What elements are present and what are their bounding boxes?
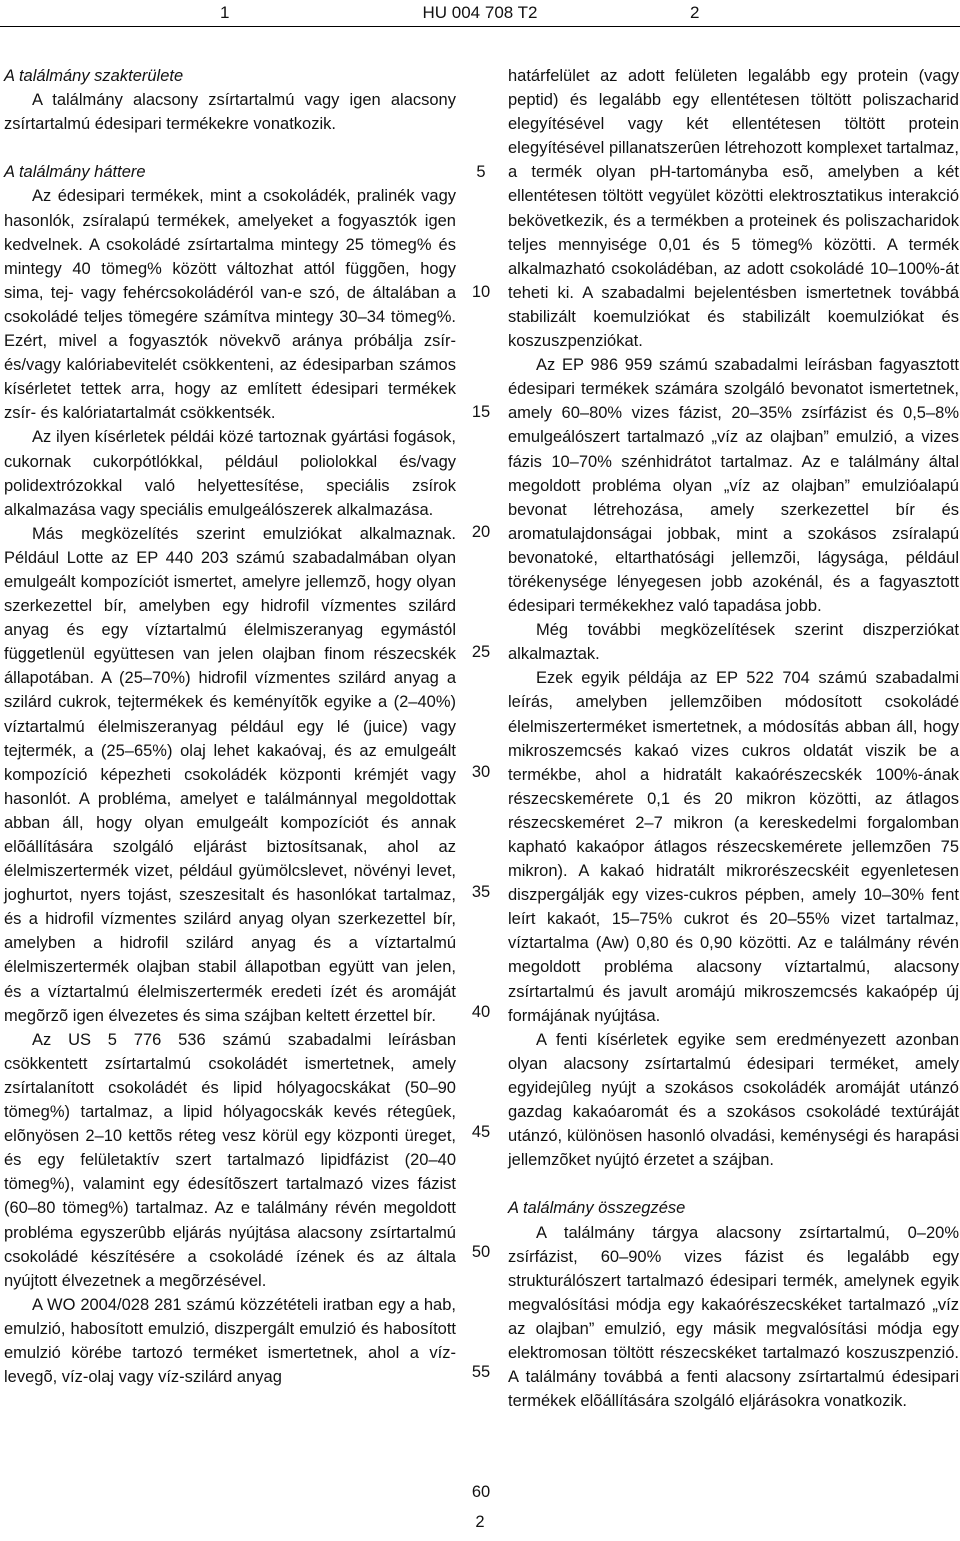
paragraph: Az EP 986 959 számú szabadalmi leírásban fagyasztott édesipari termékek számára szolgáló bevonatot ismertetnek, amely 60–80% vizes fázist, 20–35% zsírfázist és 0,5–8% emulgeálószert tartalmazó „víz az olajban” emulzió, a vizes fázis 10–70% szénhidrátot tartalmaz. Az e találmány által megoldott probléma olyan „víz az olajban” emulzióalapú bevonat létrehozása, amely szerkezettel bír és aromatulajdonságai jobbak, mint a szokásos zsíralapú bevonatoké, eltarthatósági jellemzõi, lágysága, például törékenysége lényegesen jobb azokénál, és a fagyasztott édesipari termékekhez való tapadása jobb. bbox=[508, 356, 959, 616]
line-number: 15 bbox=[471, 403, 491, 421]
heading-field: A találmány szakterülete bbox=[4, 67, 184, 85]
paragraph: A WO 2004/028 281 számú közzétételi iratban egy a hab, emulzió, habosított emulzió, diszpergált emulzió és habosított emulzió körébe tartozó terméket ismertetnek, ahol a víz-levegõ, víz-olaj vagy víz-szilárd anyag bbox=[4, 1295, 456, 1387]
spacer bbox=[4, 136, 456, 160]
heading-summary: A találmány összegzése bbox=[508, 1199, 686, 1218]
left-page-number: 1 bbox=[220, 3, 230, 22]
paragraph: Az US 5 776 536 számú szabadalmi leírásban csökkentett zsírtartalmú csokoládét ismertetnek, amely zsírtalanított csokoládét és lipid hólyagocskákat (50–90 tömeg%) tartalmaz, a lipid hólyagocskák kevés rétegûek, elõnyösen 2–10 kettõs réteg vesz körül egy központi üreget, és egy felületaktív szert tartalmazó lipidfázist (20–40 tömeg%), valamint egy édesítõszert tartalmazó vizes fázist (60–80 tömeg%) tartalmaz. Az e találmány révén megoldott probléma egyszerûbb eljárás nyújtása alacsony zsírtartalmú csokoládé készítésére a csokoládé ízének és az általa nyújtott élvezetnek a megõrzésével. bbox=[4, 1030, 456, 1290]
paragraph: határfelület az adott felületen legalább egy protein (vagy peptid) és legalább egy ellentétesen töltött poliszacharid elegyítésével vagy két ellentétesen töltött protein elegyítésével pillanatszerûen létrehozott komplexet tartalmaz, a termék olyan pH-tartományba esõ, amelyben a két ellentétesen töltött vegyület közötti elektrosztatikus interakció bekövetkezik, és a termékben a proteinek és poliszacharidok teljes mennyisége 0,01 és 5 tömeg% közötti. A termék alkalmazható csokoládéban, az adott csokoládé 10–100%-át teheti ki. A szabadalmi bejelentésben ismertetnek továbbá stabilizált koemulziókat és stabilizált koemulziókat és koszuszpenziókat. bbox=[508, 67, 959, 351]
line-number: 45 bbox=[471, 1123, 491, 1141]
left-column bbox=[4, 64, 456, 1389]
paragraph: Ezek egyik példája az EP 522 704 számú szabadalmi leírás, amelyben jellemzõiben módosított csokoládé élelmiszerterméket ismertetnek, a módosítás abban áll, hogy mikroszemcsés kakaó vizes cukros oldatát viszik be a termékbe, ahol a hidratált kakaórészecskék 100%-ának részecskemérete 0,1 és 20 mikron közötti, az átlagos részecskeméret 2–7 mikron (a kereskedelmi forgalomban kapható kakaópor átlagos részecskemérete jellemzõen 75 mikron). A kakaó hidratált mikrorészecskéit egyenletesen diszpergálják egy vizes-cukros pépben, amely 10–30% fent leírt kakaót, 15–75% cukrot és 20–55% vizet tartalmaz, víztartalma (Aw) 0,80 és 0,90 közötti. Az e találmány révén megoldott probléma alacsony víztartalmú, alacsony zsírtartalmú és javult aromájú mikroszemcsés kakaópép új formájának nyújtása. bbox=[508, 669, 959, 1025]
line-number: 5 bbox=[476, 163, 486, 181]
line-number: 25 bbox=[471, 643, 491, 661]
footer-page-number: 2 bbox=[475, 1513, 485, 1531]
line-number: 30 bbox=[471, 763, 491, 781]
paragraph: Még további megközelítések szerint diszperziókat alkalmaztak. bbox=[508, 621, 959, 664]
line-number: 35 bbox=[471, 883, 491, 901]
paragraph-field: A találmány alacsony zsírtartalmú vagy igen alacsony zsírtartalmú édesipari termékekre vonatkozik. bbox=[4, 91, 456, 134]
heading-background: A találmány háttere bbox=[4, 163, 146, 182]
paragraph: A találmány tárgya alacsony zsírtartalmú, 0–20% zsírfázist, 60–90% vizes fázist és legalább egy strukturálószert tartalmazó édesipari termék, amelynek egyik megvalósítási módja egy kakaórészecskéket tartalmazó „víz az olajban” emulzió, egy másik megvalósítási módja egy elektromosan töltött részecskéket tartalmazó koszuszpenzió. A találmány továbbá a fenti alacsony zsírtartalmú édesipari termékek elõállítására szolgáló eljárásokra vonatkozik. bbox=[508, 1223, 959, 1411]
line-number-gutter bbox=[462, 0, 500, 1541]
line-number: 50 bbox=[471, 1243, 491, 1261]
line-number: 55 bbox=[471, 1363, 491, 1381]
spacer bbox=[508, 1172, 959, 1196]
right-page-number: 2 bbox=[690, 3, 700, 22]
document-number: HU 004 708 T2 bbox=[422, 3, 538, 22]
paragraph: Az ilyen kísérletek példái közé tartoznak gyártási fogások, cukornak cukorpótlókkal, például poliolokkal és/vagy polidextrózokkal való helyettesítése, speciális zsírok alkalmazása vagy speciális emulgeálószerek alkalmazása. bbox=[4, 428, 456, 519]
line-number: 20 bbox=[471, 523, 491, 541]
paragraph: Más megközelítés szerint emulziókat alkalmaznak. Például Lotte az EP 440 203 számú szabadalmában olyan emulgeált kompozíciót ismertet, amelyre jellemzõ, hogy olyan szerkezettel bír, amelyben egy hidrofil vízmentes szilárd anyag és egy víztartalmú élelmiszeranyag egymástól függetlenül együttesen van jelen olajban finom részecskék állapotában. A (25–70%) hidrofil vízmentes szilárd anyag a szilárd cukrok, tejtermékek és keményítõk egyike a (2–40%) víztartalmú élelmiszeranyag például egy lé (juice) vagy tejtermék, a (25–65%) olaj lehet kakaóvaj, és az emulgeált kompozíció képezheti csokoládék központi krémjét vagy hasonlót. A probléma, amelyet e találmánnyal megoldottak abban áll, hogy olyan emulgeált kompozíciót és annak elõállítására szolgáló eljárást biztosítsanak, ahol az élelmiszertermék vizet, például gyümölcslevet, növényi levet, joghurtot, nyers tojást, szeszesitalt és hasonlókat tartalmaz, és a hidrofil vízmentes szilárd anyag olyan szerkezettel bír, amelyben a hidrofil szilárd anyag és a víztartalmú élelmiszertermék olajban stabil állapotban együtt van jelen, és a víztartalmú élelmiszertermék eredeti ízét és aromáját megõrzõ igen élvezetes és sima szájban keltett érzettel bír. bbox=[4, 524, 456, 1025]
line-number: 40 bbox=[471, 1003, 491, 1021]
line-number: 10 bbox=[471, 283, 491, 301]
paragraph: Az édesipari termékek, mint a csokoládék, pralinék vagy hasonlók, zsíralapú termékek, amelyeket a fogyasztók igen kedvelnek. A csokoládé zsírtartalma mintegy 25 tömeg% és mintegy 40 tömeg% között változhat attól függõen, hogy sima, tej- vagy fehércsokoládéról van-e szó, de általában a csokoládé teljes tömegére számítva mintegy 30–34 tömeg%. Ezért, mivel a fogyasztók növekvõ aránya próbálja zsír- és/vagy kalóriabevitelét csökkenteni, az édesiparban számos kísérletet tettek arra, hogy az említett édesipari termékek zsír- és kalóriatartalmát csökkentsék. bbox=[4, 187, 456, 423]
line-number: 60 bbox=[471, 1483, 491, 1501]
right-column bbox=[508, 64, 959, 1413]
paragraph: A fenti kísérletek egyike sem eredményezett azonban olyan alacsony zsírtartalmú édesipari terméket, amely egyidejûleg nyújt a szokásos csokoládék aromáját utánzó gazdag kakaóaromát és a szokásos csokoládé textúráját utánzó, különösen hasonló olvadási, keménységi és harapási jellemzõket nyújtó érzetet a szájban. bbox=[508, 1030, 959, 1170]
